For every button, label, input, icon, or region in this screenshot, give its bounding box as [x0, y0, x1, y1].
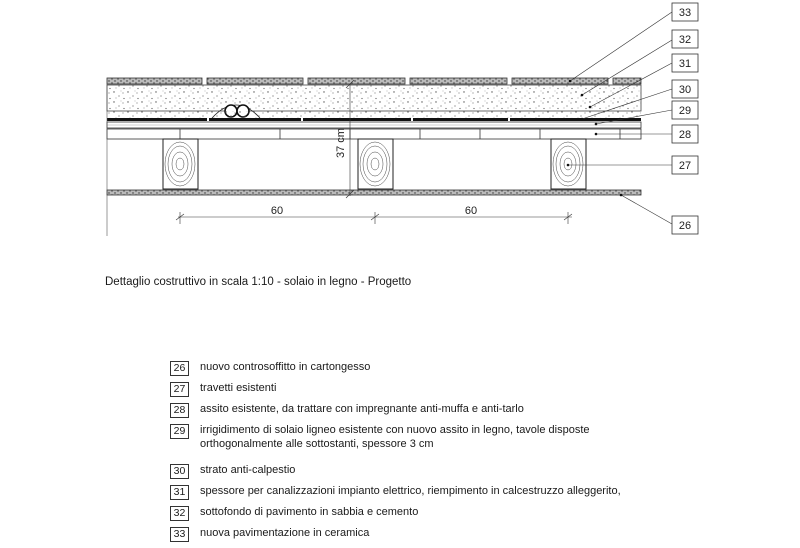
- legend-number: 31: [170, 485, 189, 500]
- legend-item-33: [170, 527, 621, 542]
- callout-27-label: 27: [678, 160, 692, 172]
- callout-29-label: 29: [678, 105, 692, 117]
- legend-number: 26: [170, 361, 189, 376]
- legend-number: 29: [170, 424, 189, 439]
- legend-text: irrigidimento di solaio ligneo esistente con nuovo assito in legno, tavole disposte orthogonalmente alle sottostanti, spessore 3 cm: [200, 424, 590, 450]
- callout-28-label: 28: [678, 129, 692, 141]
- legend-text: travetti esistenti: [200, 382, 277, 394]
- legend-item-31: [170, 485, 621, 500]
- legend-number: 28: [170, 403, 189, 418]
- callout-31-label: 31: [678, 58, 692, 70]
- callout-33-label: 33: [678, 7, 692, 19]
- callout-26: [672, 216, 698, 234]
- callout-27: [672, 156, 698, 174]
- legend-number: 32: [170, 506, 189, 521]
- plasterboard-ceiling: [107, 190, 641, 195]
- legend-text: assito esistente, da trattare con impregnante anti-muffa e anti-tarlo: [200, 403, 524, 415]
- lightweight-concrete-layer: [107, 111, 641, 118]
- drawing-caption: Dettaglio costruttivo in scala 1:10 - solaio in legno - Progetto: [105, 276, 412, 288]
- legend-item-32: [170, 506, 621, 521]
- legend-text: nuovo controsoffitto in cartongesso: [200, 361, 371, 373]
- callout-30-label: 30: [678, 84, 692, 96]
- ceramic-floor-tiles: [107, 78, 641, 84]
- callout-30: [672, 80, 698, 98]
- callout-31: [672, 54, 698, 72]
- callout-32: [672, 30, 698, 48]
- legend-item-30: [170, 464, 621, 479]
- legend-text: strato anti-calpestio: [200, 464, 296, 476]
- legend-text: sottofondo di pavimento in sabbia e cemento: [200, 506, 419, 518]
- legend-text: spessore per canalizzazioni impianto elettrico, riempimento in calcestruzzo alleggerito,: [200, 485, 621, 497]
- joist-left: [163, 139, 198, 189]
- joist-center: [358, 139, 393, 189]
- new-wood-boards: [107, 122, 641, 128]
- legend-item-26: [170, 361, 621, 376]
- callout-26-label: 26: [678, 220, 692, 232]
- legend-number: 27: [170, 382, 189, 397]
- span-dimension: [176, 212, 572, 224]
- span-left-label: 60: [270, 205, 284, 217]
- legend-item-28: [170, 403, 621, 418]
- span-right-label: 60: [464, 205, 478, 217]
- existing-wood-boards: [107, 129, 641, 139]
- legend-item-29: [170, 424, 621, 451]
- callout-29: [672, 101, 698, 119]
- legend-text: nuova pavimentazione in ceramica: [200, 527, 370, 539]
- legend-item-27: [170, 382, 621, 397]
- legend-number: 30: [170, 464, 189, 479]
- legend: [170, 361, 621, 548]
- callout-33: [672, 3, 698, 21]
- legend-number: 33: [170, 527, 189, 542]
- callout-28: [672, 125, 698, 143]
- sand-cement-screed: [107, 85, 641, 111]
- callout-32-label: 32: [678, 34, 692, 46]
- height-dimension-label: 37 cm: [335, 128, 347, 158]
- anti-impact-layer: [107, 118, 641, 121]
